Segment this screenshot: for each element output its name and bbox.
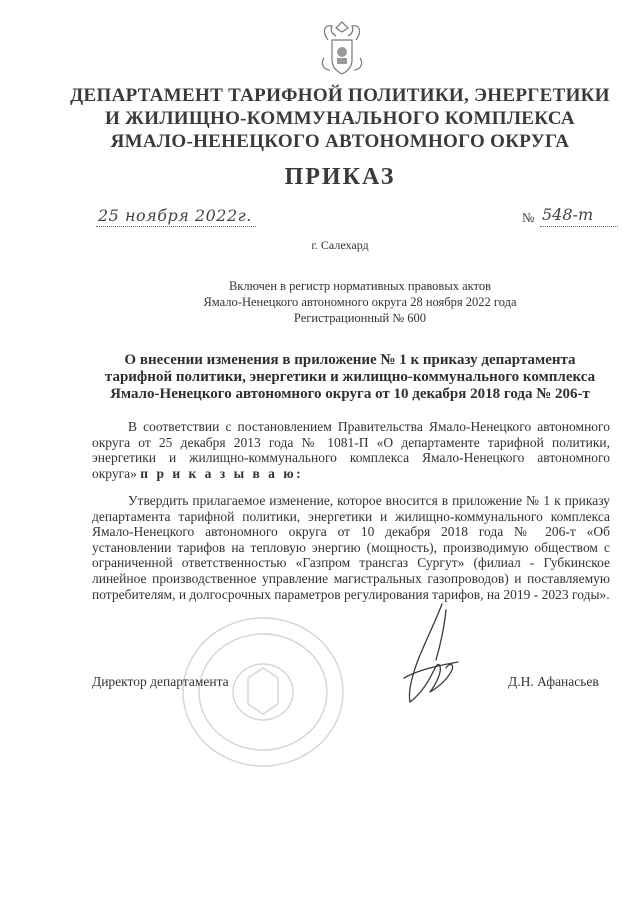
handwritten-signature-icon bbox=[396, 600, 476, 710]
registration-line-3: Регистрационный № 600 bbox=[293, 311, 427, 325]
operative-paragraph: Утвердить прилагаемое изменение, которое вносится в приложение № 1 к приказу департамента тарифной политики, энергетики и жилищно-коммунального комплекса Ямало-Ненецкого автономного округа от 10 декабря 2018 года № 206-т «Об установлении тарифов на тепловую энергию (мощность), производимую обществом с ограниченной ответственностью «Газпром трансгаз Сургут» (филиал - Губкинское линейное производственное управление магистральных газопроводов) и поставляемую потребителям, и долгосрочных параметров регулирования тарифов, на 2019 - 2023 годы». bbox=[92, 493, 610, 602]
number-underline bbox=[540, 226, 618, 227]
order-command: п р и к а з ы в а ю: bbox=[140, 465, 304, 481]
department-line-2: И ЖИЛИЩНО-КОММУНАЛЬНОГО КОМПЛЕКСА bbox=[105, 108, 575, 129]
preamble-text: В соответствии с постановлением Правительства Ямало-Ненецкого автономного округа от 25 декабря 2013 года № 1081-П «О департаменте тарифной политики, энергетики и жилищно-коммунального комплекса Ямало-Ненецкого автономного округа» bbox=[92, 419, 610, 481]
signatory-role: Директор департамента bbox=[92, 674, 229, 689]
subject-line-1: О внесении изменения в приложение № 1 к приказу департамента bbox=[124, 352, 576, 368]
signatory-name: Д.Н. Афанасьев bbox=[508, 674, 599, 689]
registration-line-2: Ямало-Ненецкого автономного округа 28 ноября 2022 года bbox=[203, 295, 517, 309]
document-type-title: ПРИКАЗ bbox=[284, 164, 396, 190]
department-line-1: ДЕПАРТАМЕНТ ТАРИФНОЙ ПОЛИТИКИ, ЭНЕРГЕТИКИ bbox=[70, 85, 610, 106]
order-subject bbox=[100, 352, 600, 403]
subject-line-3: Ямало-Ненецкого автономного округа от 10 декабря 2018 года № 206-т bbox=[110, 386, 590, 402]
department-line-3: ЯМАЛО-НЕНЕЦКОГО АВТОНОМНОГО ОКРУГА bbox=[110, 131, 570, 152]
subject-line-2: тарифной политики, энергетики и жилищно-коммунального комплекса bbox=[104, 369, 596, 385]
department-header bbox=[60, 84, 620, 153]
date-underline bbox=[96, 226, 256, 227]
registration-note bbox=[120, 278, 600, 326]
preamble-paragraph bbox=[92, 419, 610, 481]
official-seal-icon bbox=[178, 612, 348, 772]
registration-line-1: Включен в регистр нормативных правовых актов bbox=[228, 279, 492, 293]
city-line: г. Салехард bbox=[311, 238, 369, 252]
order-date-handwritten: 25 ноября 2022г. bbox=[98, 206, 252, 225]
order-number-label: № bbox=[522, 210, 535, 225]
coat-of-arms-icon bbox=[318, 18, 366, 80]
order-number-handwritten: 548-т bbox=[542, 205, 594, 224]
